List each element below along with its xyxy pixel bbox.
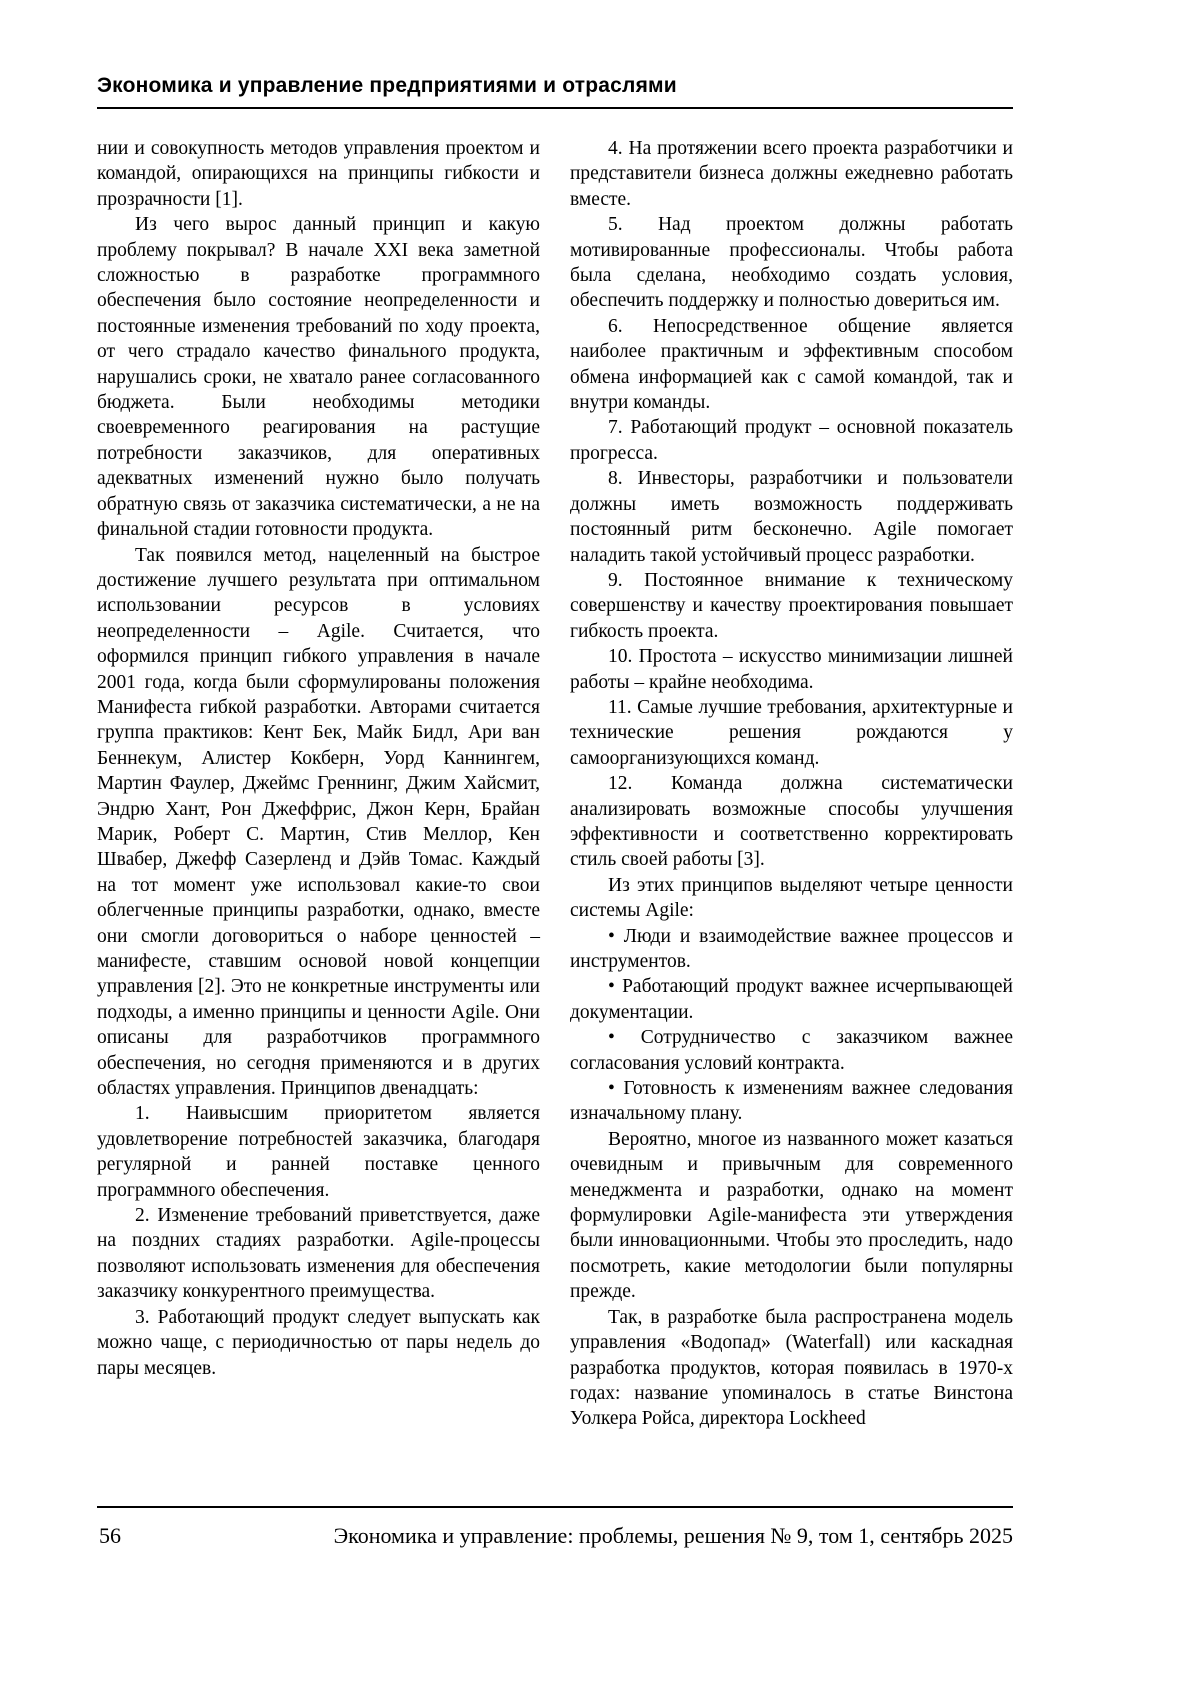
paragraph: 12. Команда должна систематически анализировать возможные способы улучшения эффективности и соответственно корректировать стиль своей работы [3]. xyxy=(570,773,1013,871)
page-number: 56 xyxy=(99,1523,121,1548)
footer-row xyxy=(97,1523,1013,1549)
paragraph: 4. На протяжении всего проекта разработчики и представители бизнеса должны ежедневно работать вместе. xyxy=(570,138,1013,210)
paragraph: 2. Изменение требований приветствуется, даже на поздних стадиях разработки. Agile-процессы позволяют использовать изменения для обеспечения заказчику конкурентного преимущества. xyxy=(97,1205,540,1303)
journal-info: Экономика и управление: проблемы, решения № 9, том 1, сентябрь 2025 xyxy=(333,1523,1013,1548)
article-body xyxy=(97,136,1013,1432)
page-footer xyxy=(97,1506,1013,1549)
paragraph: • Сотрудничество с заказчиком важнее согласования условий контракта. xyxy=(570,1027,1013,1074)
footer-rule xyxy=(97,1506,1013,1508)
paragraph: 3. Работающий продукт следует выпускать как можно чаще, с периодичностью от пары недель до пары месяцев. xyxy=(97,1306,540,1379)
paragraph: 7. Работающий продукт – основной показатель прогресса. xyxy=(570,417,1013,464)
paragraph: • Люди и взаимодействие важнее процессов и инструментов. xyxy=(570,925,1013,972)
paragraph: 8. Инвесторы, разработчики и пользователи должны иметь возможность поддерживать постоянный ритм бесконечно. Agile помогает наладить такой устойчивый процесс разработки. xyxy=(570,468,1013,566)
paragraph: Из чего вырос данный принцип и какую проблему покрывал? В начале XXI века заметной сложностью в разработке программного обеспечения было состояние неопределенности и постоянные изменения требований по ходу проекта, от чего страдало качество финального продукта, нарушались сроки, не хватало ранее согласованного бюджета. Были необходимы методики своевременного реагирования на растущие потребности заказчиков, для оперативных адекватных изменений нужно было получать обратную связь от заказчика систематически, а не на финальной стадии готовности продукта. xyxy=(97,214,540,541)
paragraph: 10. Простота – искусство минимизации лишней работы – крайне необходима. xyxy=(570,646,1013,693)
paragraph: 6. Непосредственное общение является наиболее практичным и эффективным способом обмена информацией как с самой командой, так и внутри команды. xyxy=(570,315,1013,414)
column-right xyxy=(570,136,1013,1432)
header-rule xyxy=(97,107,1013,109)
paragraph: Вероятно, многое из названного может казаться очевидным и привычным для современного менеджмента и разработки, однако на момент формулировки Agile-манифеста эти утверждения были инновационными. Чтобы это проследить, надо посмотреть, какие методологии были популярны прежде. xyxy=(570,1128,1013,1303)
paragraph: 11. Самые лучшие требования, архитектурные и технические решения рождаются у самоорганизующихся команд. xyxy=(570,696,1013,769)
paragraph: Из этих принципов выделяют четыре ценности системы Agile: xyxy=(570,874,1013,922)
paragraph: Так, в разработке была распространена модель управления «Водопад» (Waterfall) или каскадная разработка продуктов, которая появилась в 1970-х годах: название упоминалось в статье Винстона Уолкера Ройса, директора Lockheed xyxy=(570,1306,1013,1430)
paragraph: • Работающий продукт важнее исчерпывающей документации. xyxy=(570,976,1013,1023)
paragraph: 1. Наивысшим приоритетом является удовлетворение потребностей заказчика, благодаря регулярной и ранней поставке ценного программного обеспечения. xyxy=(97,1103,540,1201)
paragraph: • Готовность к изменениям важнее следования изначальному плану. xyxy=(570,1078,1013,1125)
paragraph: Так появился метод, нацеленный на быстрое достижение лучшего результата при оптимальном использовании ресурсов в условиях неопределенности – Agile. Считается, что оформился принцип гибкого управления в начале 2001 года, когда были сформулированы положения Манифеста гибкой разработки. Авторами считается группа практиков: Кент Бек, Майк Бидл, Ари ван Беннекум, Алистер Кокберн, Уорд Каннингем, Мартин Фаулер, Джеймс Греннинг, Джим Хайсмит, Эндрю Хант, Рон Джеффрис, Джон Керн, Брайан Марик, Роберт С. Мартин, Стив Меллор, Кен Швабер, Джефф Сазерленд и Дэйв Томас. Каждый на тот момент уже использовал какие-то свои облегченные принципы разработки, однако, вместе они смогли договориться о наборе ценностей – манифесте, ставшим основой новой концепции управления [2]. Это не конкретные инструменты или подходы, а именно принципы и ценности Agile. Они описаны для разработчиков программного обеспечения, но сегодня применяются и в других областях управления. Принципов двенадцать: xyxy=(97,544,540,1100)
running-head: Экономика и управление предприятиями и отраслями xyxy=(97,74,677,97)
paragraph: 5. Над проектом должны работать мотивированные профессионалы. Чтобы работа была сделана, необходимо создать условия, обеспечить поддержку и полностью довериться им. xyxy=(570,214,1013,312)
column-left xyxy=(97,136,540,1432)
page-header xyxy=(97,74,1013,109)
paragraph: нии и совокупность методов управления проектом и командой, опирающихся на принципы гибкости и прозрачности [1]. xyxy=(97,138,540,210)
paragraph: 9. Постоянное внимание к техническому совершенству и качеству проектирования повышает гибкость проекта. xyxy=(570,569,1013,642)
